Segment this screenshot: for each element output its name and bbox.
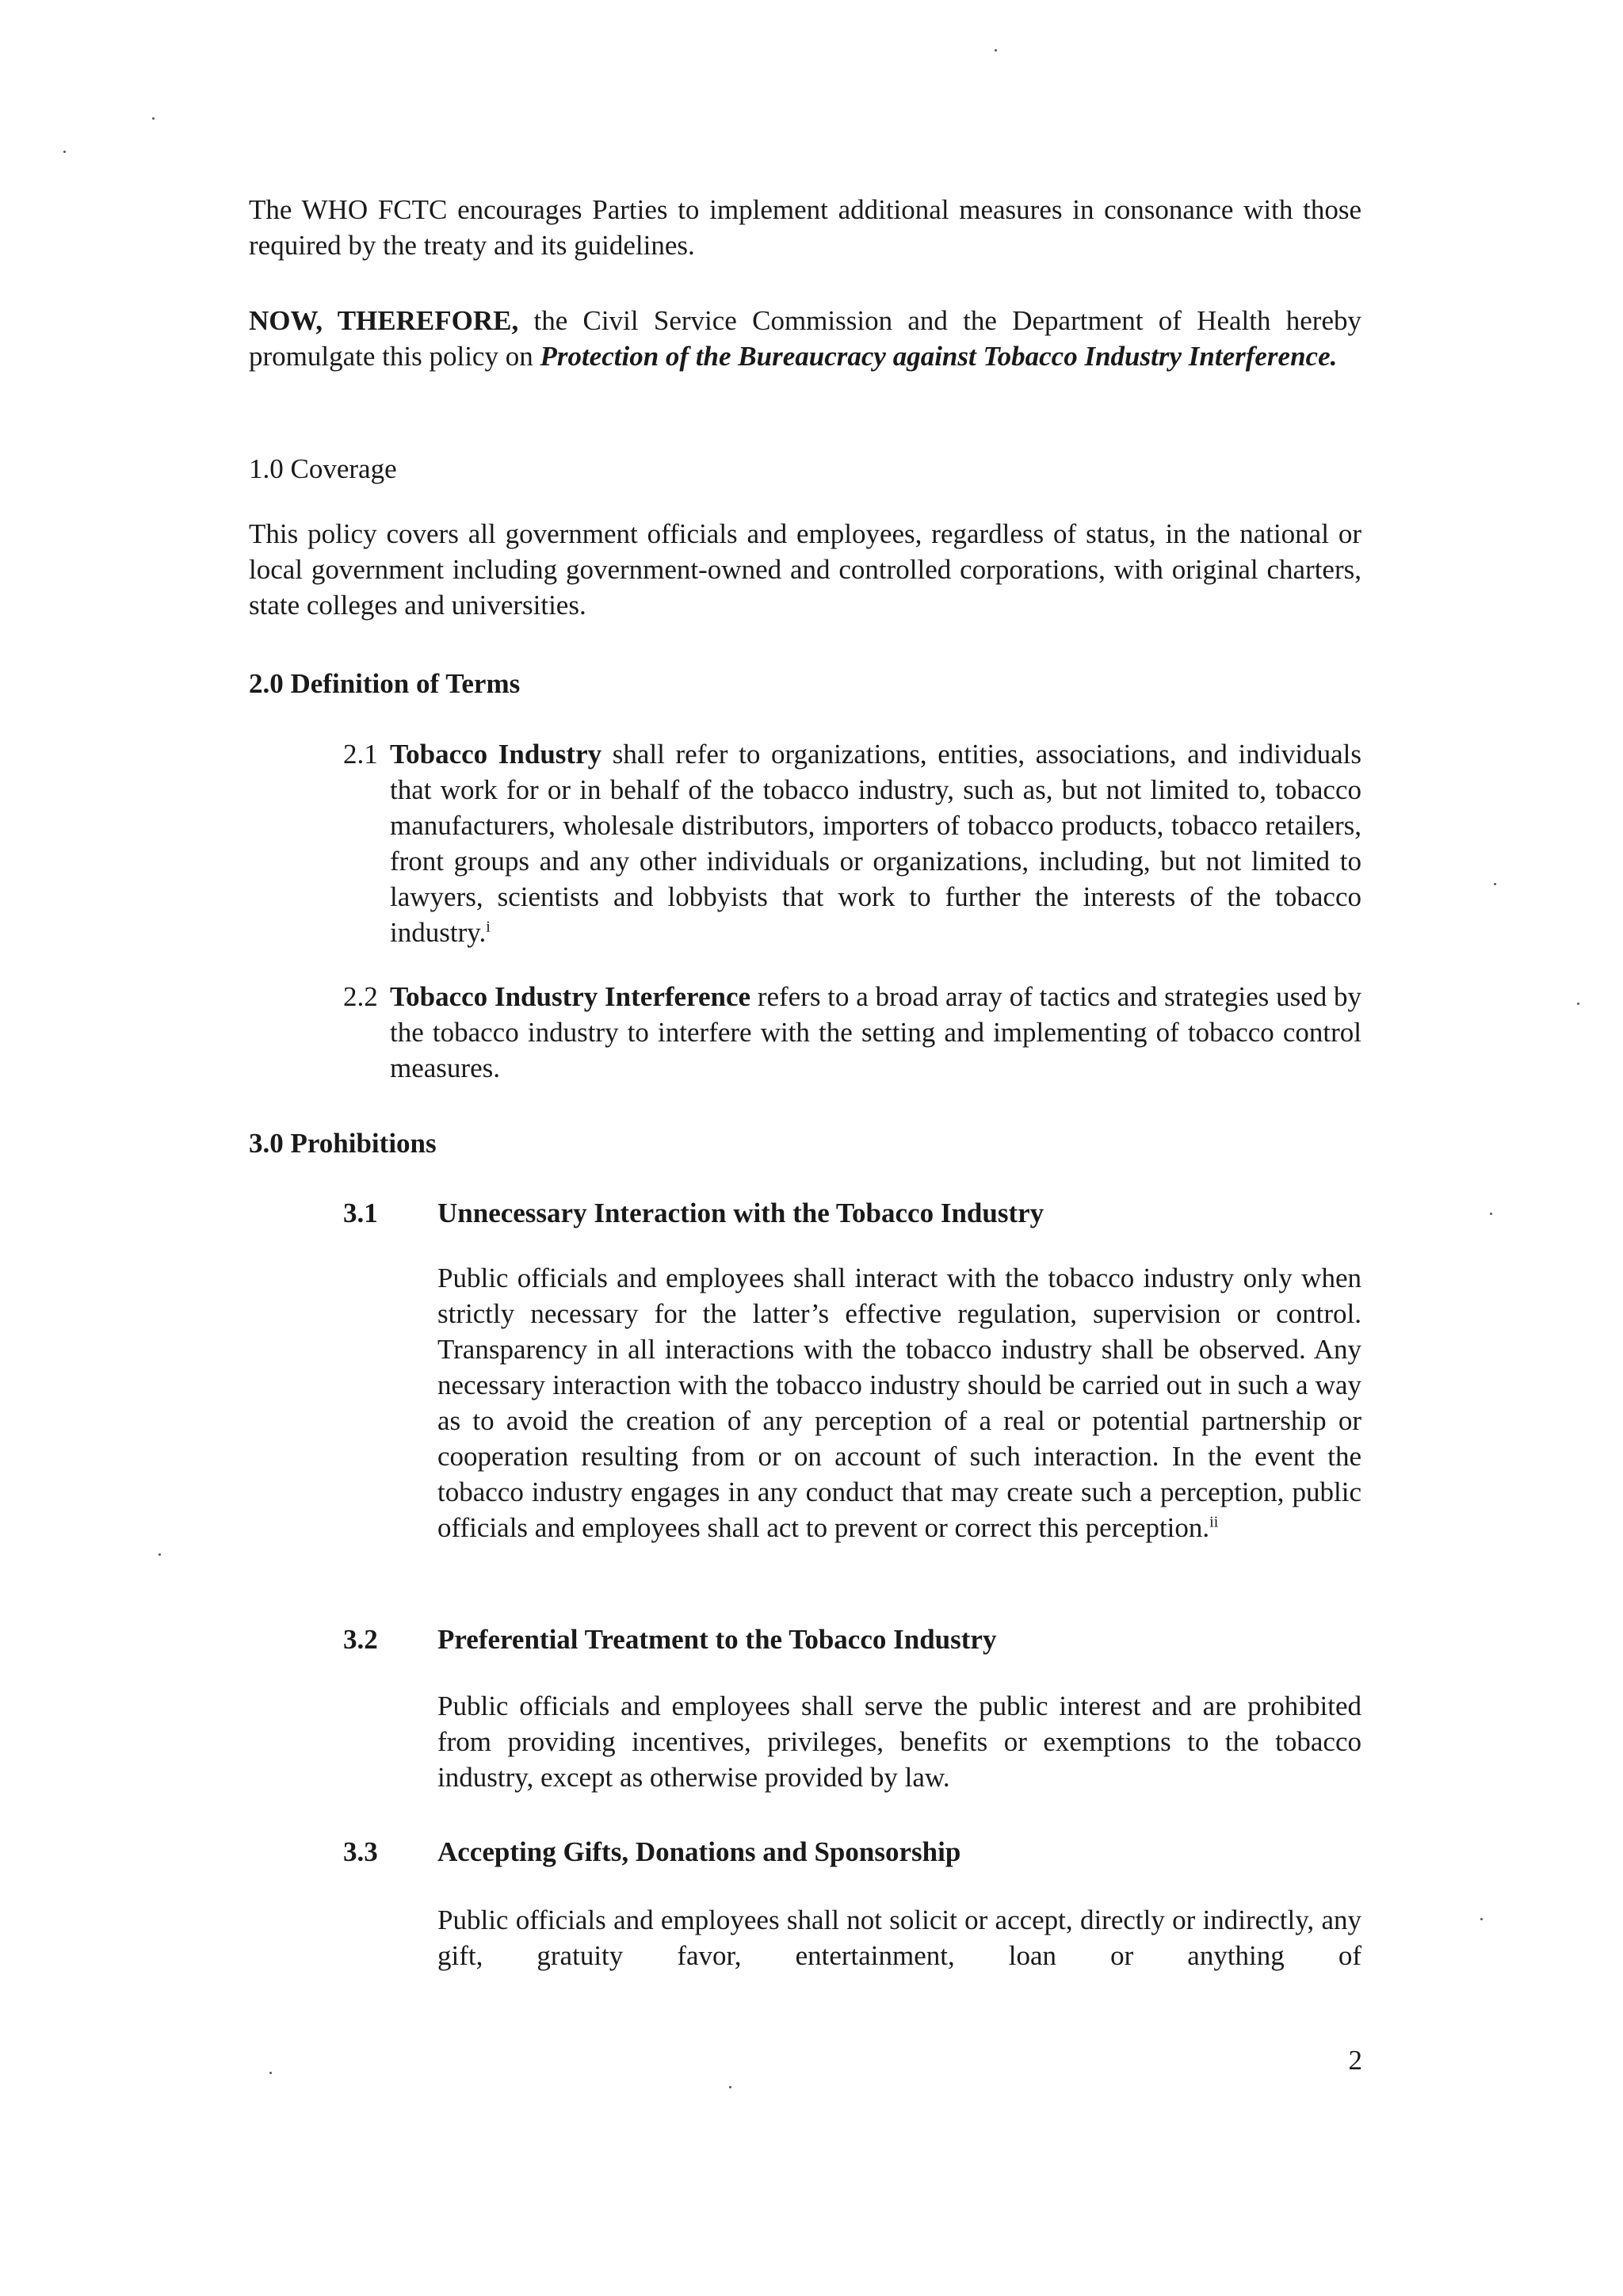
scan-speck — [269, 2072, 272, 2074]
now-therefore-paragraph — [249, 303, 1361, 374]
scan-speck — [1577, 1003, 1579, 1005]
term-tobacco-industry: Tobacco Industry — [390, 739, 602, 770]
footnote-marker: i — [486, 918, 491, 936]
scan-speck — [1494, 883, 1496, 885]
item-2-1-body — [390, 736, 1361, 950]
coverage-text: This policy covers all government officials and employees, regardless of status, in the national or local government including government-owned and controlled corporations, with original charters, state colleges and universities. — [249, 518, 1361, 621]
now-therefore-lead: NOW, THEREFORE, — [249, 305, 519, 336]
intro-paragraph — [249, 192, 1361, 263]
item-3-3-body — [437, 1902, 1361, 1973]
scan-speck — [63, 151, 66, 153]
item-3-2-title: Preferential Treatment to the Tobacco Industry — [437, 1624, 997, 1655]
item-3-3-number: 3.3 — [343, 1836, 378, 1867]
intro-text: The WHO FCTC encourages Parties to implement additional measures in consonance with those required by the treaty and its guidelines. — [249, 194, 1361, 261]
footnote-marker: ii — [1209, 1513, 1219, 1531]
section-3-heading: 3.0 Prohibitions — [249, 1128, 437, 1159]
page-number: 2 — [1348, 2045, 1362, 2076]
item-2-1-number: 2.1 — [343, 739, 378, 770]
term-tobacco-industry-definition: shall refer to organizations, entities, associations, and individuals that work for or in behalf of the tobacco industry, such as, but not limited to, tobacco manufacturers, wholesale distributors, importers of tobacco products, tobacco retailers, front groups and any other individuals or organizations, including, but not limited to lawyers, scientists and lobbyists that work to further the interests of the tobacco industry. — [390, 739, 1362, 948]
item-3-2-body — [437, 1688, 1361, 1795]
item-3-3-title: Accepting Gifts, Donations and Sponsorship — [437, 1836, 961, 1867]
item-3-2-number: 3.2 — [343, 1624, 378, 1655]
section-1-heading: 1.0 Coverage — [249, 453, 397, 484]
item-3-1-number: 3.1 — [343, 1198, 378, 1228]
item-3-1-body — [437, 1260, 1361, 1545]
scan-speck — [1480, 1918, 1483, 1920]
item-2-2-number: 2.2 — [343, 981, 378, 1012]
item-2-2-body — [390, 979, 1361, 1086]
term-interference-definition: refers to a broad array of tactics and strategies used by the tobacco industry to interfere with the setting and implementing of tobacco control measures. — [390, 981, 1362, 1083]
scan-speck — [158, 1553, 161, 1556]
scan-speck — [152, 117, 155, 120]
section-2-heading: 2.0 Definition of Terms — [249, 668, 521, 699]
scan-speck — [995, 49, 997, 52]
section-1-body — [249, 516, 1361, 623]
policy-title: Protection of the Bureaucracy against Tobacco Industry Interference. — [540, 341, 1338, 372]
scan-speck — [729, 2086, 731, 2088]
interaction-text: Public officials and employees shall interact with the tobacco industry only when strictly necessary for the latter’s effective regulation, supervision or control. Transparency in all interactions with the tobacco industry shall be observed. Any necessary interaction with the tobacco industry should be carried out in such a way as to avoid the creation of any perception of a real or potential partnership or cooperation resulting from or on account of such interaction. In the event the tobacco industry engages in any conduct that may create such a perception, public officials and employees shall act to prevent or correct this perception. — [437, 1263, 1361, 1543]
preferential-text: Public officials and employees shall serve the public interest and are prohibited from providing incentives, privileges, benefits or exemptions to the tobacco industry, except as otherwise provided by law. — [437, 1690, 1361, 1793]
term-tobacco-industry-interference: Tobacco Industry Interference — [390, 981, 751, 1012]
item-3-1-title: Unnecessary Interaction with the Tobacco Industry — [437, 1198, 1044, 1228]
gifts-text: Public officials and employees shall not solicit or accept, directly or indirectly, any gift, gratuity favor, entertainment, loan or anything of — [437, 1904, 1361, 1971]
now-therefore-text: the Civil Service Commission and the Department of Health hereby promulgate this policy on — [249, 305, 1361, 372]
scan-speck — [1490, 1213, 1492, 1215]
